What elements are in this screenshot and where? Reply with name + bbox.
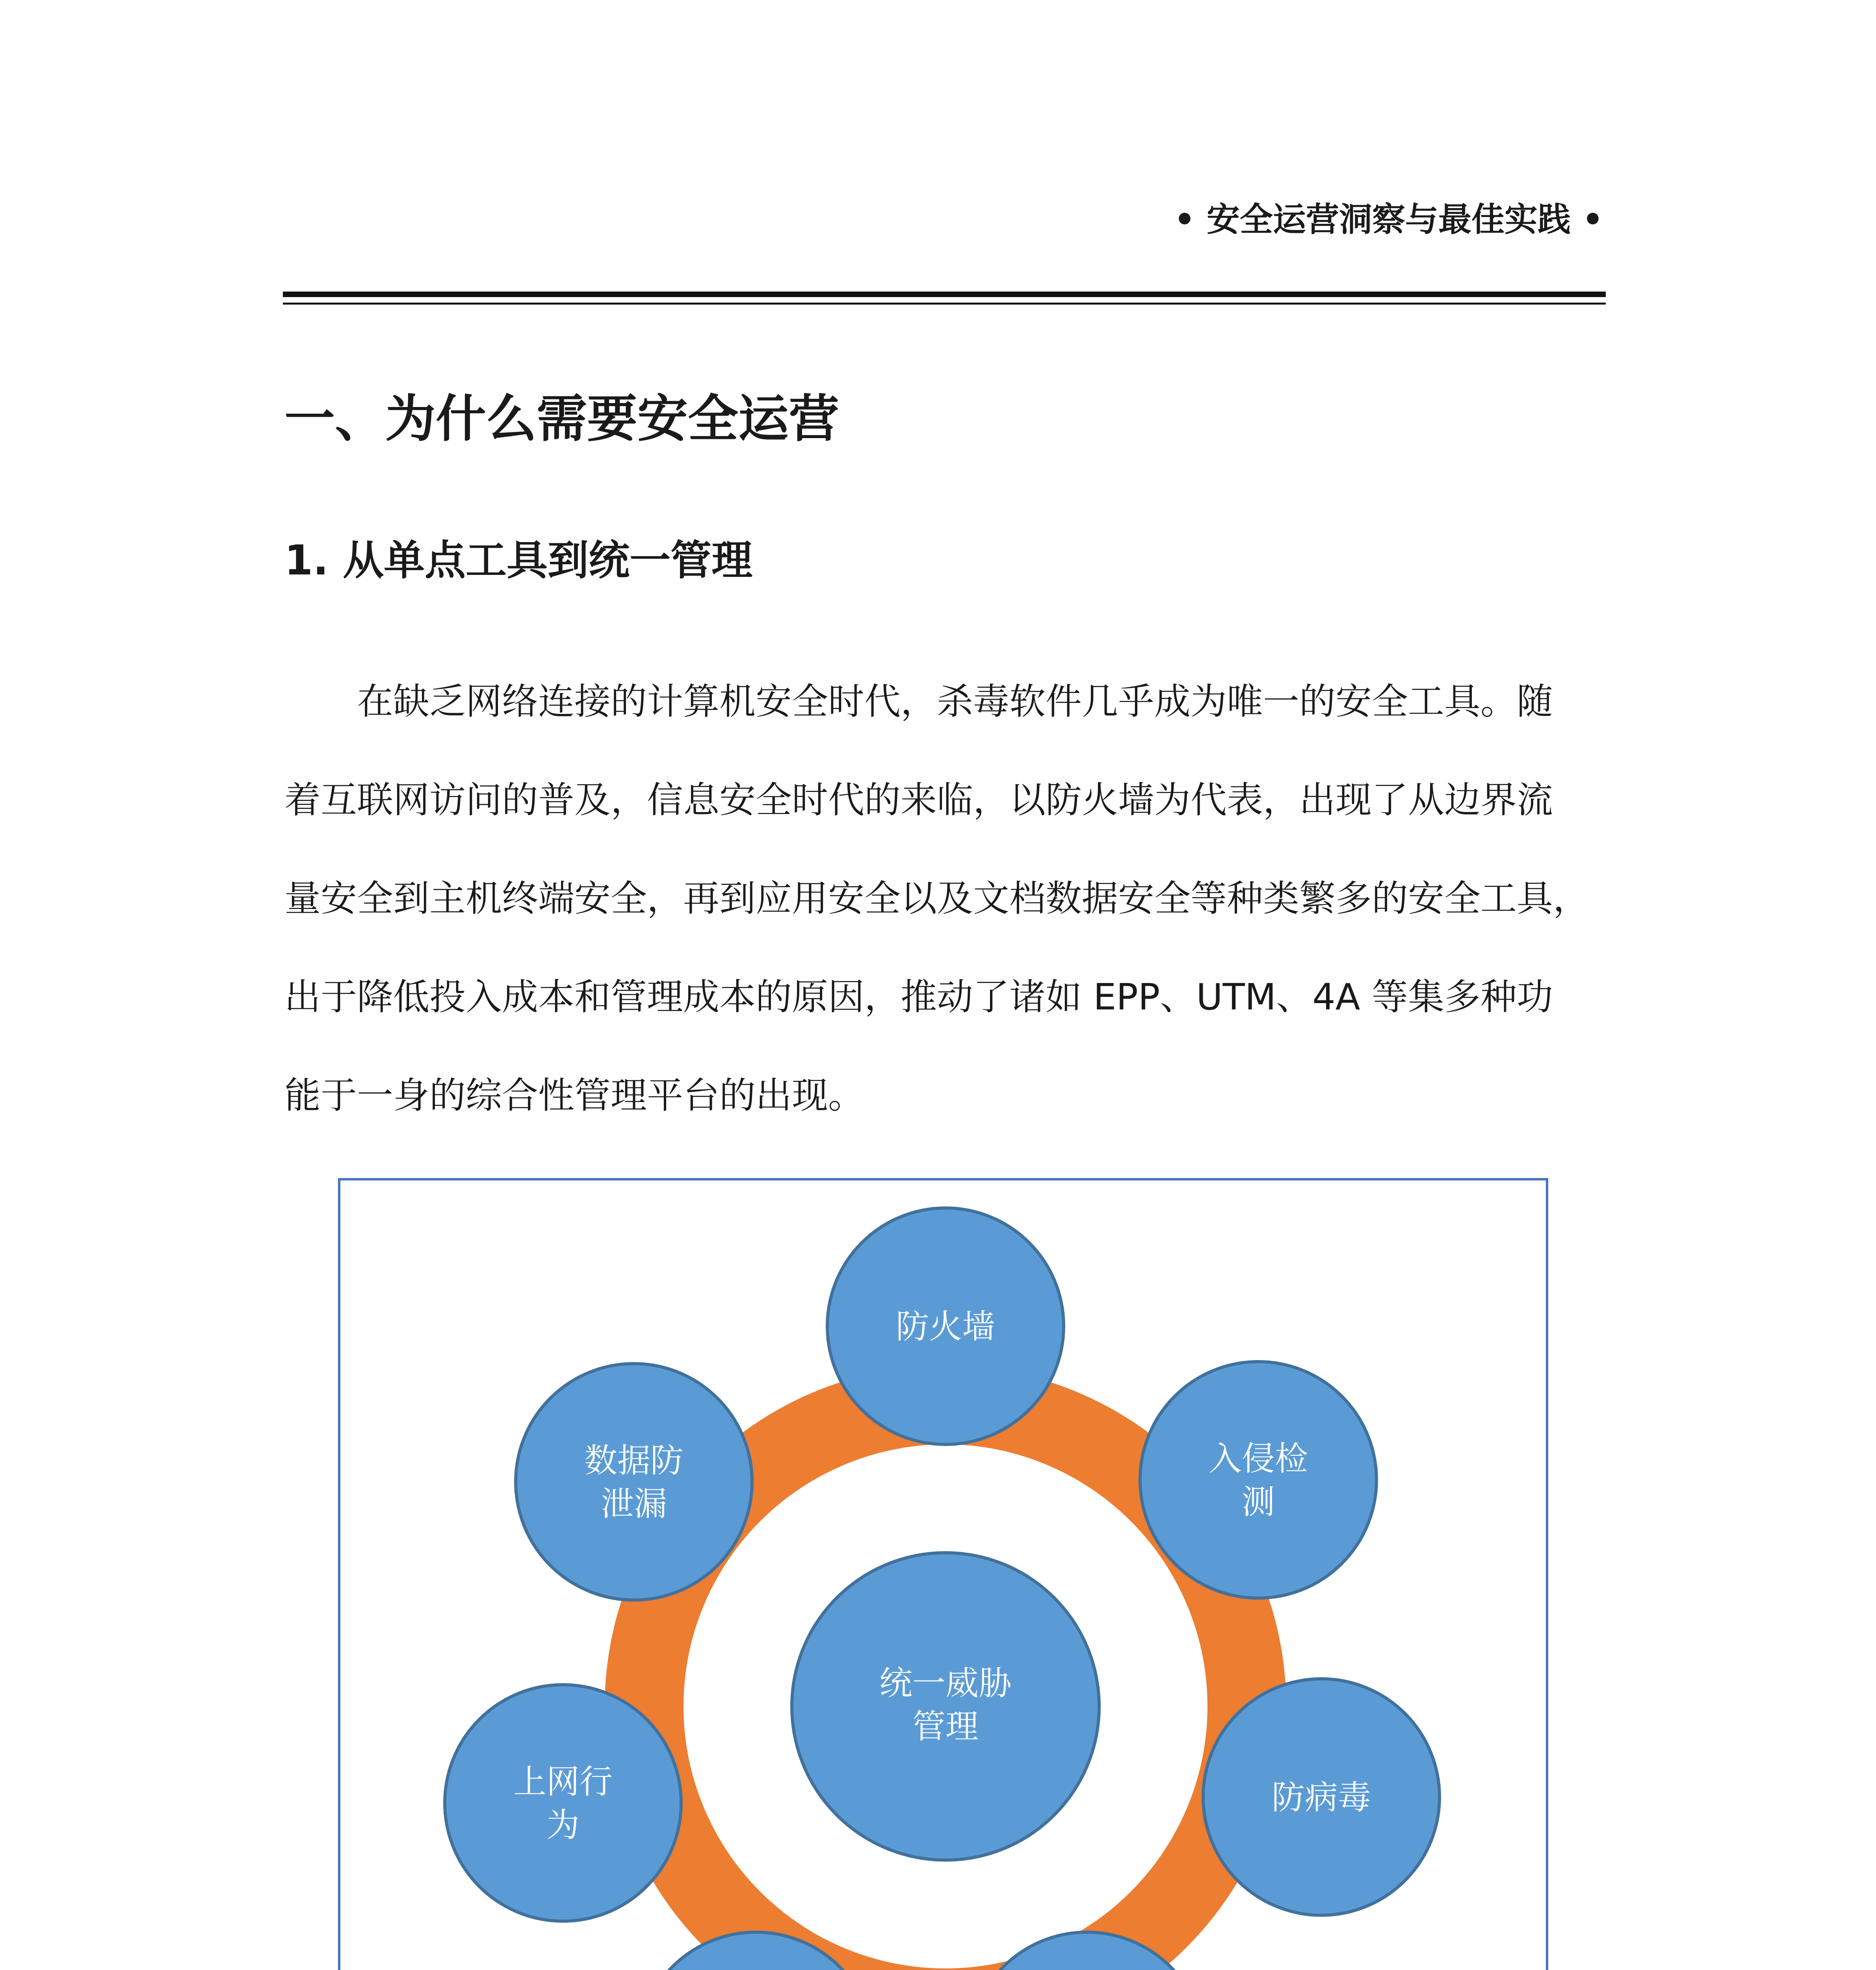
node-circle xyxy=(1140,1362,1376,1598)
node-label-line1: 防火墙 xyxy=(895,1307,996,1346)
node-label-line1: 防病毒 xyxy=(1271,1778,1371,1817)
body-paragraph-line: 在缺乏网络连接的计算机安全时代，杀毒软件几乎成为唯一的安全工具。随 xyxy=(357,680,1553,723)
node-web-behavior xyxy=(445,1685,681,1921)
node-data-leak-prevention xyxy=(516,1364,752,1600)
center-circle xyxy=(792,1553,1099,1860)
section-title: 一、为什么需要安全运营 xyxy=(284,390,840,448)
body-paragraph-line: 出于降低投入成本和管理成本的原因，推动了诸如 EPP、UTM、4A 等集多种功 xyxy=(284,976,1553,1018)
node-antivirus xyxy=(1203,1679,1440,1915)
running-header: • 安全运营洞察与最佳实践 • xyxy=(1174,200,1603,239)
center-label-line2: 管理 xyxy=(912,1707,979,1746)
node-intrusion-detection xyxy=(1140,1362,1376,1598)
node-label-line2: 测 xyxy=(1241,1483,1275,1521)
node-label-line1: 上网行 xyxy=(513,1762,613,1801)
node-label-line2: 为 xyxy=(546,1806,580,1844)
center-label-line1: 统一威胁 xyxy=(879,1664,1012,1702)
body-paragraph-line: 着互联网访问的普及，信息安全时代的来临，以防火墙为代表，出现了从边界流 xyxy=(284,779,1553,821)
node-label-line2: 泄漏 xyxy=(600,1485,667,1523)
header-rule-thick xyxy=(283,292,1606,297)
utm-diagram xyxy=(340,1180,1546,1970)
body-paragraph-line: 能于一身的综合性管理平台的出现。 xyxy=(284,1074,865,1117)
figure-frame xyxy=(338,1178,1548,1970)
header-rule-thin xyxy=(283,303,1606,305)
node-circle xyxy=(445,1685,681,1921)
node-label-line1: 数据防 xyxy=(584,1441,684,1480)
center-node xyxy=(792,1553,1099,1860)
node-firewall xyxy=(827,1208,1064,1444)
node-circle xyxy=(516,1364,752,1600)
body-paragraph-line: 量安全到主机终端安全，再到应用安全以及文档数据安全等种类繁多的安全工具， xyxy=(284,877,1590,920)
subsection-title: 1. 从单点工具到统一管理 xyxy=(284,536,753,584)
node-label-line1: 入侵检 xyxy=(1208,1439,1308,1478)
